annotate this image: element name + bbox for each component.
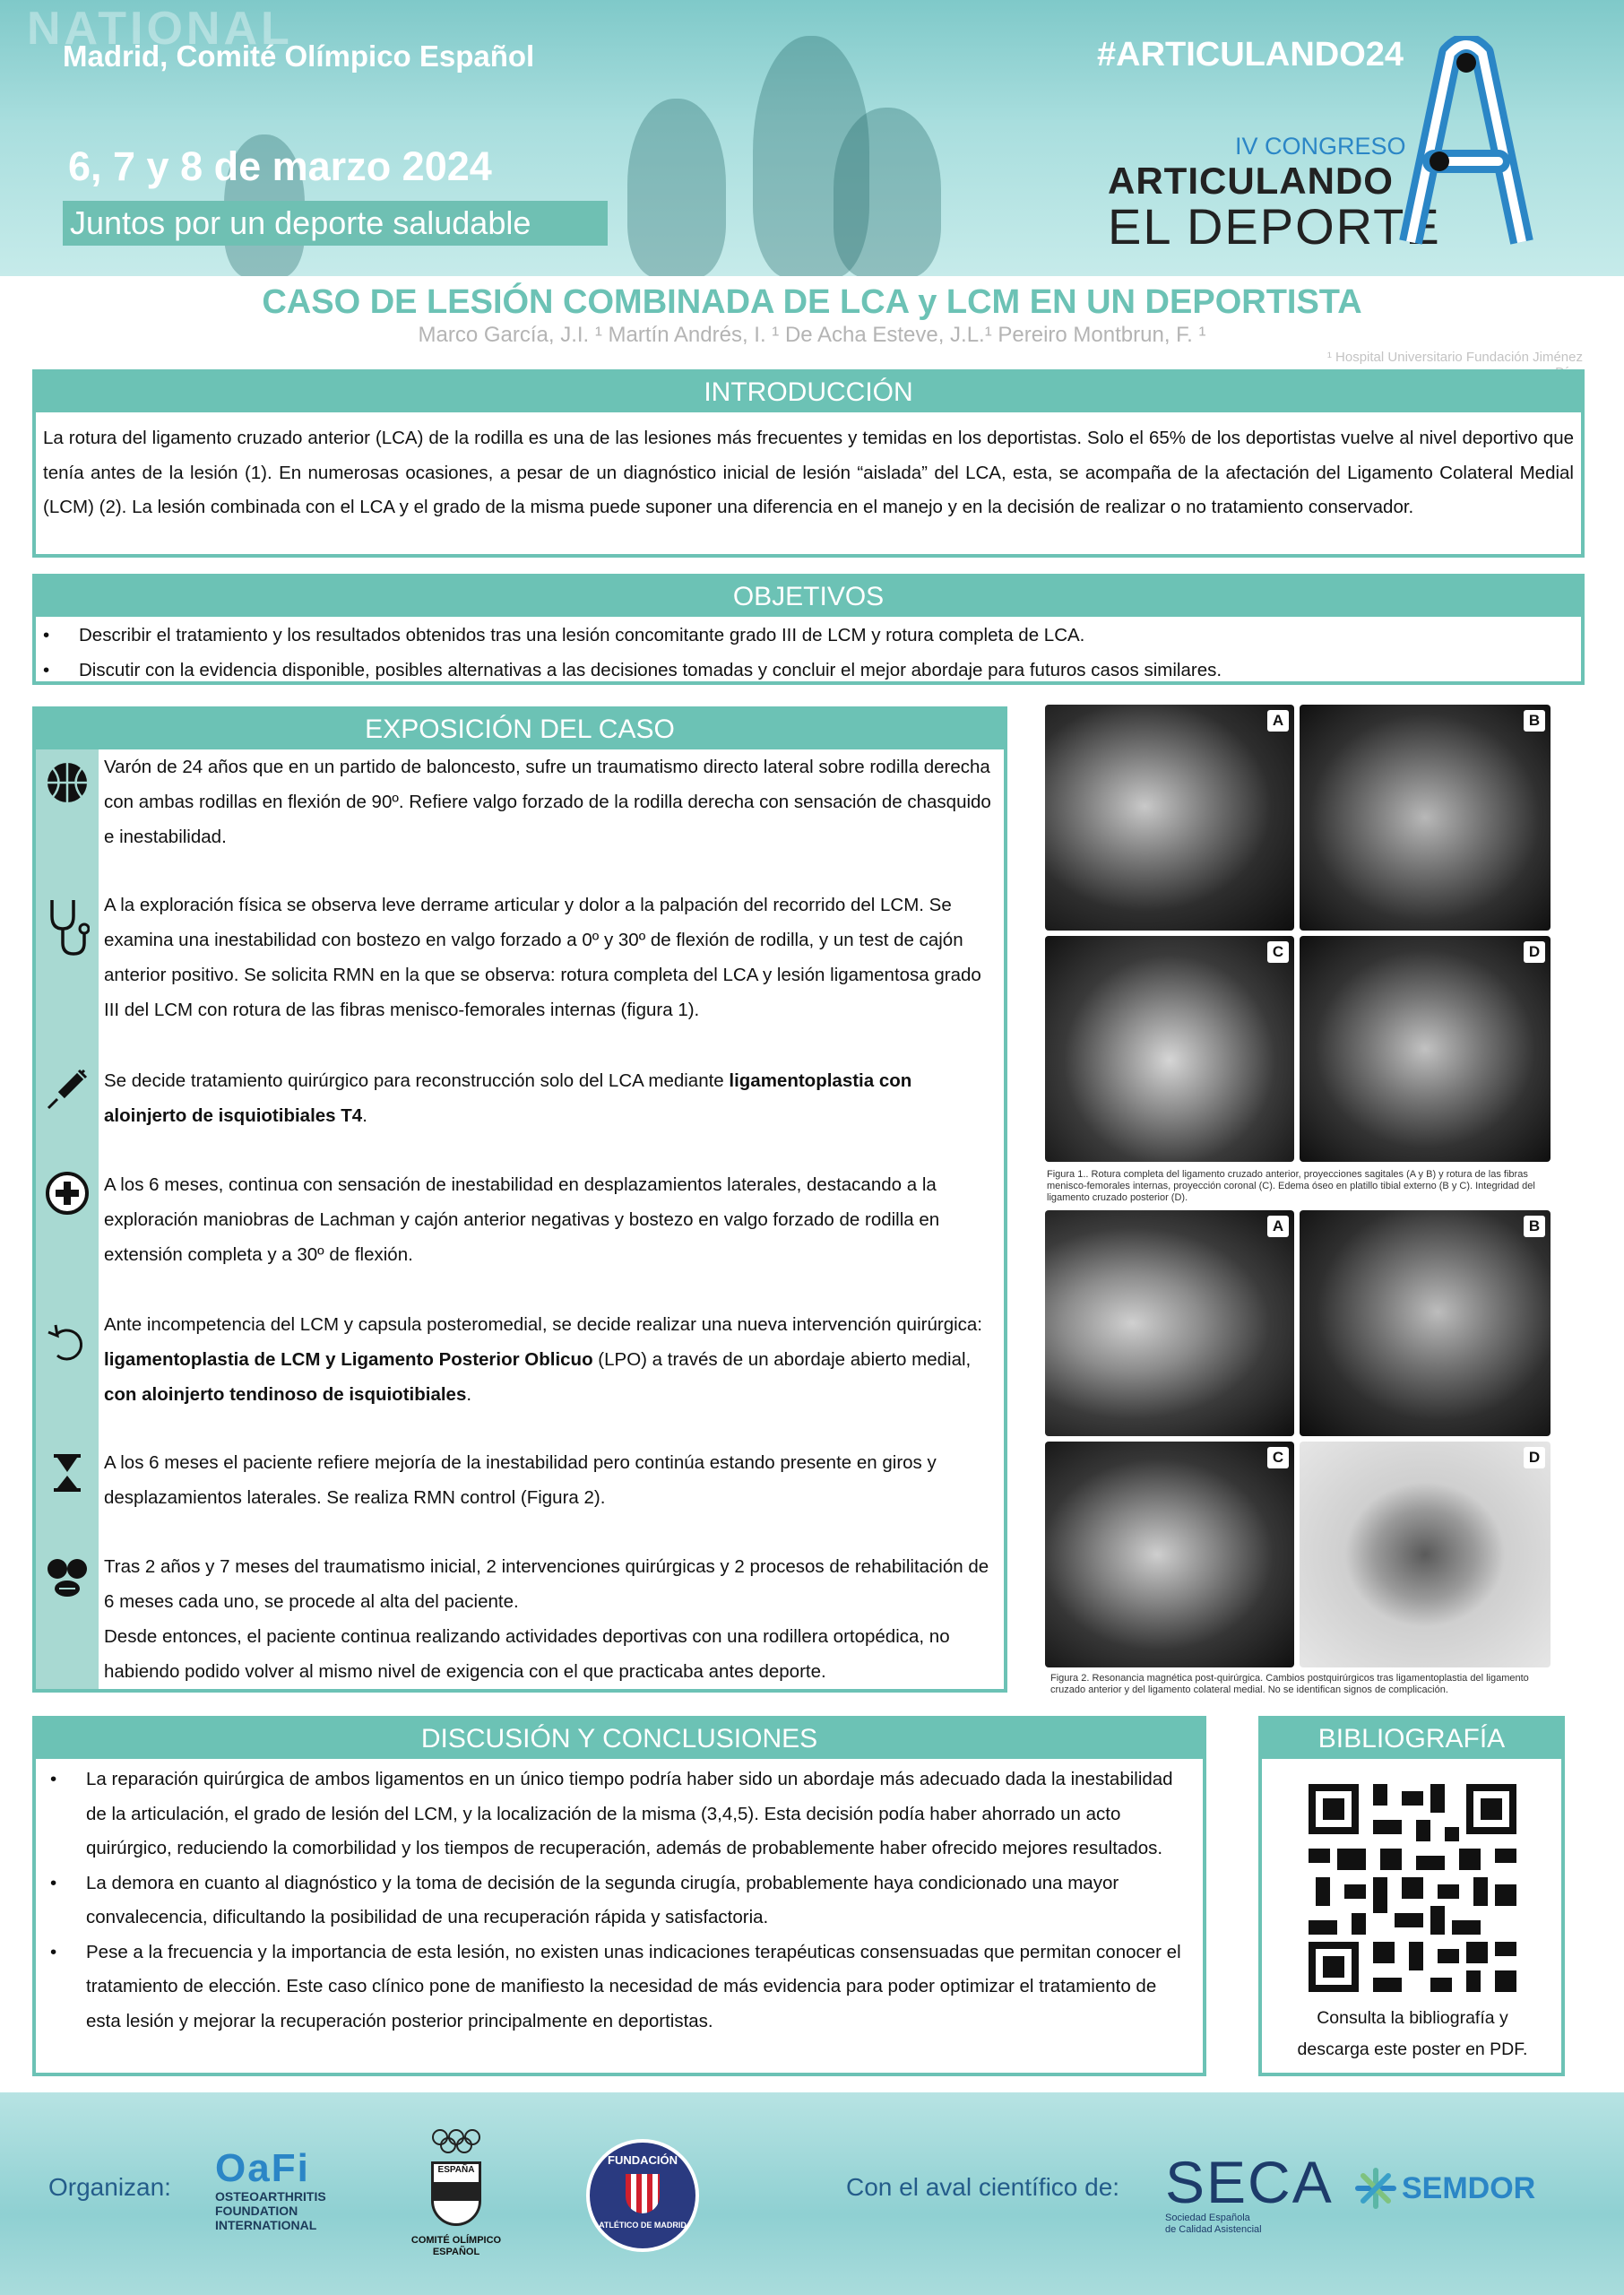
fundacion-logo-text: ATLÉTICO DE MADRID [599, 2221, 687, 2230]
case-text: . [466, 1384, 472, 1405]
objectives-section [32, 574, 1585, 685]
medical-cross-icon [45, 1171, 90, 1216]
syringe-icon [45, 1067, 90, 1112]
bullet: • [50, 1872, 57, 1893]
basketball-icon [45, 760, 90, 805]
footer-banner [0, 2092, 1624, 2295]
event-dates: 6, 7 y 8 de marzo 2024 [68, 143, 492, 189]
introduction-section [32, 369, 1585, 558]
coe-shield-text: ESPAÑA [437, 2165, 475, 2175]
panel-label: A [1267, 710, 1289, 732]
case-text: . [362, 1105, 367, 1126]
case-text: Se decide tratamiento quirúrgico para reconstrucción solo del LCA mediante [104, 1070, 730, 1091]
poster-affiliation: ¹ Hospital Universitario Fundación Jiménez [1326, 350, 1583, 365]
case-bold-text: ligamentoplastia de LCM y Ligamento Posterior Oblicuo [104, 1349, 593, 1370]
panel-label: C [1267, 941, 1289, 963]
case-text: Ante incompetencia del LCM y capsula posteromedial, se decide realizar una nueva intervención quirúrgica: [104, 1314, 982, 1335]
mri-image [1045, 705, 1294, 931]
panel-label: A [1267, 1216, 1289, 1237]
case-paragraph: Varón de 24 años que en un partido de baloncesto, sufre un traumatismo directo lateral sobre rodilla derecha con ambas rodillas en flexión de 90º. Refiere valgo forzado de la rodilla derecha con sensación de chasquido e inestabilidad. [104, 757, 991, 847]
congress-edition: IV CONGRESO [1235, 133, 1406, 160]
case-bold-text: con aloinjerto tendinoso de isquiotibiales [104, 1384, 467, 1405]
case-bold-text: ligamentoplastia con aloinjerto de isquiotibiales T4 [104, 1070, 912, 1126]
bibliography-section [1258, 1716, 1565, 2076]
coe-logo [409, 2128, 504, 2258]
header-banner [0, 0, 1624, 276]
case-paragraph [104, 1307, 991, 1412]
discussion-text: La reparación quirúrgica de ambos ligamentos en un único tiempo podría haber sido un abordaje más adecuado dada la inestabilidad de la articulación, el grado de lesión del LCM, y la localización de la misma (3,4,5). Esta decisión podía haber ahorrado un acto quirúrgico, reduciendo la comorbilidad y los tiempos de recuperación, además de probablemente haber ofrecido mejores resultados. [86, 1769, 1173, 1858]
fundacion-logo-text: FUNDACIÓN [608, 2153, 678, 2167]
list-item [43, 619, 1581, 654]
panel-label: B [1524, 1216, 1545, 1237]
oafi-logo-text: OSTEOARTHRITIS [215, 2189, 326, 2204]
semdor-logo-text: SEMDOR [1402, 2171, 1536, 2205]
fundacion-atletico-logo [586, 2139, 699, 2252]
list-item [50, 1936, 1190, 2040]
introduction-text: La rotura del ligamento cruzado anterior (LCA) de la rodilla es una de las lesiones más frecuentes y temidas en los deportistas. Solo el 65% de los deportistas vuelve al nivel deportivo que tenía antes de la lesión (1). En numerosas ocasiones, a pesar de un diagnóstico inicial de lesión “aislada” del LCA, esta, se acompaña de la afectación del Ligamento Colateral Medial (LCM) (2). La lesión combinada con el LCA y el grado de la misma puede suponer una diferencia en el manejo y en la decisión de realizar o no tratamiento conservador. [43, 428, 1574, 517]
mri-image [1300, 936, 1551, 1162]
objective-text: Discutir con la evidencia disponible, posibles alternativas a las decisiones tomadas y concluir el mejor abordaje para futuros casos similares. [79, 659, 1222, 680]
oafi-logo-text: INTERNATIONAL [215, 2218, 317, 2232]
list-item [43, 654, 1581, 688]
sports-balls-icon [45, 1556, 90, 1601]
discussion-text: Pese a la frecuencia y la importancia de esta lesión, no existen unas indicaciones terapéuticas consensuadas que permitan conocer el tratamiento de elección. Este caso clínico pone de manifiesto la necesidad de más evidencia para poder optimizar el tratamiento de esta lesión y mejorar la recuperación posterior principalmente en deportistas. [86, 1941, 1181, 2031]
event-slogan: Juntos por un deporte saludable [63, 201, 608, 246]
bibliography-heading: BIBLIOGRAFÍA [1262, 1719, 1561, 1759]
olympic-rings-icon [429, 2128, 483, 2155]
articulando-logo-icon [1395, 36, 1538, 251]
hourglass-icon [45, 1451, 90, 1495]
bibliography-caption: Consulta la bibliografía y descarga este poster en PDF. [1297, 2008, 1528, 2059]
discussion-heading: DISCUSIÓN Y CONCLUSIONES [36, 1719, 1203, 1759]
bullet: • [43, 625, 50, 645]
bullet: • [50, 1941, 57, 1962]
case-paragraph [104, 1063, 991, 1133]
mri-image [1300, 705, 1551, 931]
event-location: Madrid, Comité Olímpico Español [63, 39, 535, 73]
discussion-list [36, 1759, 1203, 2039]
introduction-heading: INTRODUCCIÓN [36, 373, 1581, 412]
congress-name-line2: EL DEPORTE [1108, 198, 1441, 255]
stethoscope-icon [45, 896, 90, 959]
list-item [50, 1762, 1190, 1866]
list-item [50, 1866, 1190, 1936]
panel-label: C [1267, 1447, 1289, 1468]
panel-label: B [1524, 710, 1545, 732]
case-icon-strip [36, 749, 99, 1689]
poster-authors: Marco García, J.I. ¹ Martín Andrés, I. ¹ De Acha Esteve, J.L.¹ Pereiro Montbrun, F. ¹ [418, 323, 1206, 347]
undo-arrow-icon [45, 1320, 90, 1364]
objectives-list [36, 619, 1581, 688]
event-hashtag: #ARTICULANDO24 [1097, 36, 1404, 74]
seca-logo-text: de Calidad Asistencial [1165, 2224, 1262, 2235]
runner-silhouette [834, 108, 941, 276]
mri-image [1300, 1442, 1551, 1667]
figure2-caption: Figura 2. Resonancia magnética post-quirúrgica. Cambios postquirúrgicos tras ligamentoplastia del ligamento cruzado anterior y del ligamento colateral medial. No se identifican signos de complicación. [1050, 1673, 1529, 1695]
atletico-crest-icon [626, 2174, 660, 2213]
case-text: (LPO) a través de un abordaje abierto medial, [592, 1349, 972, 1370]
mri-image [1045, 936, 1294, 1162]
objective-text: Describir el tratamiento y los resultados obtenidos tras una lesión concomitante grado III de LCM y rotura completa de LCA. [79, 625, 1085, 645]
poster-title: CASO DE LESIÓN COMBINADA DE LCA y LCM EN UN DEPORTISTA [262, 283, 1362, 321]
semdor-star-icon [1353, 2166, 1398, 2211]
objectives-heading: OBJETIVOS [36, 577, 1581, 617]
coe-text: ESPAÑOL [432, 2247, 480, 2257]
panel-label: D [1524, 941, 1545, 963]
case-paragraph: A la exploración física se observa leve derrame articular y dolor a la palpación del recorrido del LCM. Se examina una inestabilidad con bostezo en valgo forzado a 0º y 30º de flexión de rodilla, y un test de cajón anterior positivo. Se solicita RMN en la que se observa: rotura completa del LCA y lesión ligamentosa grado III del LCM con rotura de las fibras menisco-femorales internas (figura 1). [104, 895, 981, 1020]
case-paragraph: Desde entonces, el paciente continua realizando actividades deportivas con una rodillera ortopédica, no habiendo podido volver al mismo nivel de exigencia con el que practicaba antes deporte. [104, 1626, 950, 1682]
case-paragraph: A los 6 meses el paciente refiere mejoría de la inestabilidad pero continúa estando presente en giros y desplazamientos laterales. Se realiza RMN control (Figura 2). [104, 1452, 937, 1508]
seca-logo-text: Sociedad Española [1165, 2213, 1250, 2223]
coe-text: COMITÉ OLÍMPICO [410, 2235, 502, 2246]
oafi-logo [215, 2148, 350, 2232]
oafi-logo-mark: OaFi [215, 2146, 310, 2190]
coe-shield [431, 2161, 481, 2226]
semdor-logo [1353, 2166, 1559, 2211]
oafi-logo-text: FOUNDATION [215, 2204, 298, 2218]
runner-silhouette [627, 99, 726, 276]
bullet: • [50, 1769, 57, 1789]
discussion-text: La demora en cuanto al diagnóstico y la toma de decisión de la segunda cirugía, probablemente haya condicionado una mayor convalecencia, dificultando la posibilidad de una recuperación rápida y satisfactoria. [86, 1872, 1119, 1927]
congress-name-line1: ARTICULANDO [1108, 160, 1394, 202]
panel-label: D [1524, 1447, 1545, 1468]
endorsement-label: Con el aval científico de: [846, 2173, 1120, 2201]
background-stadium-text: NATIONAL [27, 3, 293, 55]
case-paragraph: Tras 2 años y 7 meses del traumatismo inicial, 2 intervenciones quirúrgicas y 2 procesos de rehabilitación de 6 meses cada uno, se procede al alta del paciente. [104, 1556, 989, 1612]
mri-image [1300, 1210, 1551, 1436]
mri-image [1045, 1442, 1294, 1667]
figure1-caption: Figura 1.. Rotura completa del ligamento cruzado anterior, proyecciones sagitales (A y B) y rotura de las fibras menisco-femorales internas, proyección coronal (C). Edema óseo en platillo tibial externo (B y C). Integridad del ligamento cruzado posterior (D). [1047, 1169, 1535, 1203]
qr-code-icon[interactable] [1309, 1784, 1516, 1992]
bullet: • [43, 659, 50, 680]
discussion-section [32, 1716, 1206, 2076]
case-paragraph: A los 6 meses, continua con sensación de inestabilidad en desplazamientos laterales, destacando a la exploración maniobras de Lachman y cajón anterior negativas y bostezo en valgo forzado de rodilla en extensión completa y a 30º de flexión. [104, 1174, 940, 1265]
mri-image [1045, 1210, 1294, 1436]
case-heading: EXPOSICIÓN DEL CASO [36, 710, 1004, 749]
case-section [32, 706, 1007, 1693]
organizers-label: Organizan: [48, 2173, 171, 2201]
seca-logo [1165, 2149, 1335, 2236]
seca-logo-mark: SECA [1165, 2149, 1334, 2215]
